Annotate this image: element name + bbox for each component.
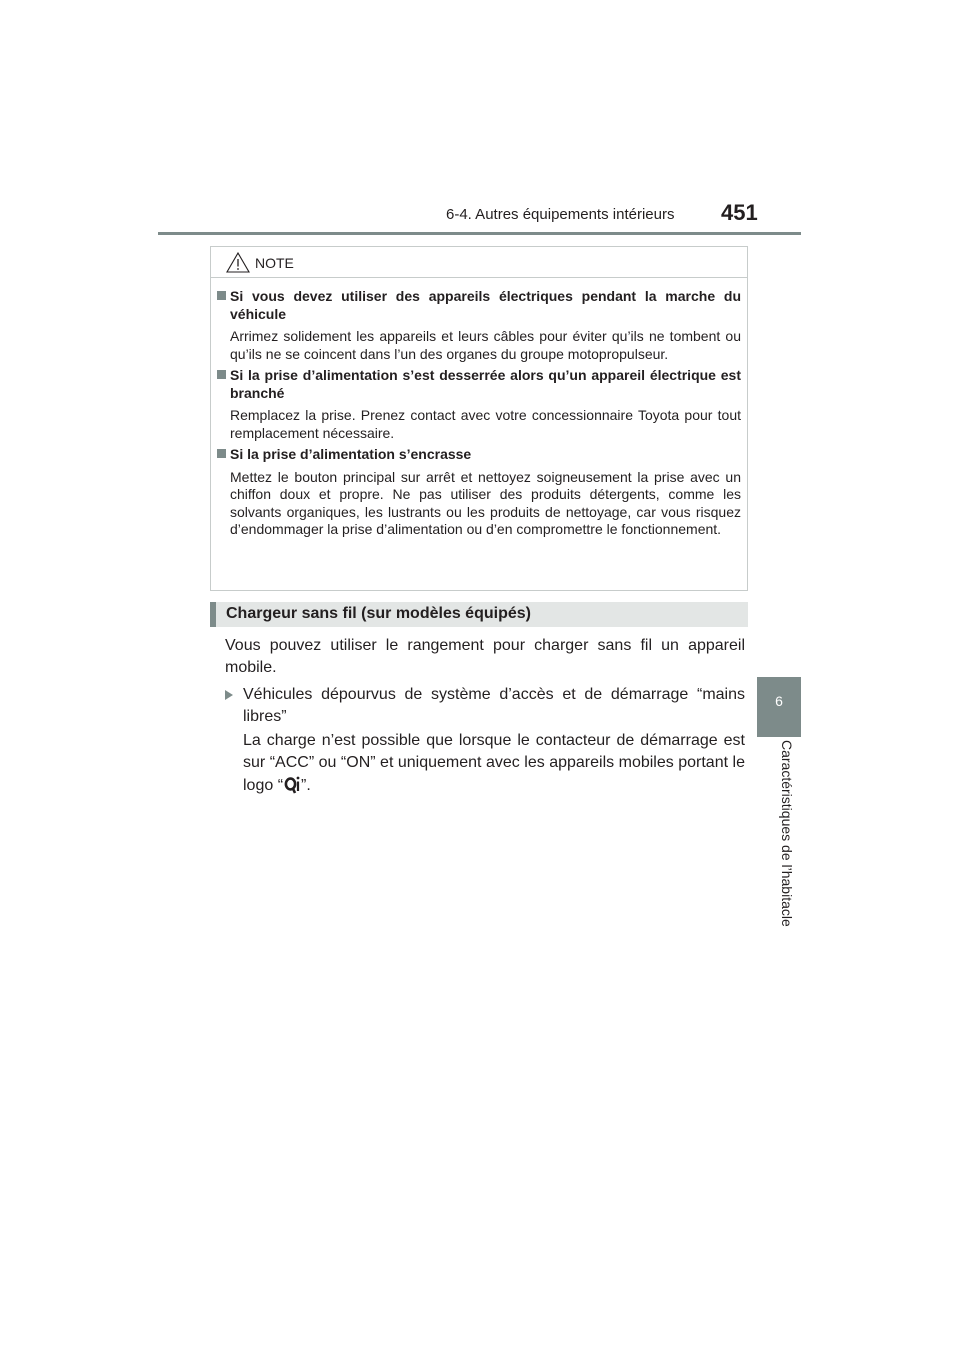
note-item-title-text: Si la prise d’alimentation s’est desserrée alors qu’un appareil électrique est branché <box>230 367 741 401</box>
square-bullet-icon <box>217 449 226 458</box>
bullet-text-after-icon: ”. <box>301 777 311 794</box>
square-bullet-icon <box>217 291 226 300</box>
section-banner <box>210 602 748 627</box>
note-item-text: Arrimez solidement les appareils et leurs câbles pour éviter qu’ils ne tombent ou qu’ils ne se coincent dans l’un des organes du groupe motopropulseur. <box>230 328 741 362</box>
note-body <box>211 278 747 539</box>
note-item-title <box>217 288 741 323</box>
note-item <box>217 288 741 363</box>
note-title: NOTE <box>255 255 294 271</box>
page-number: 451 <box>721 200 758 225</box>
note-header <box>211 247 747 278</box>
qi-logo-icon <box>284 774 300 794</box>
note-item-title <box>217 367 741 402</box>
bullet-text-before-icon: La charge n’est possible que lorsque le contacteur de démarrage est sur “ACC” ou “ON” et uniquement avec les appareils mobiles portant le logo “ <box>243 732 745 794</box>
section-title: Chargeur sans fil (sur modèles équipés) <box>226 605 531 622</box>
bullet-item <box>225 684 745 797</box>
header-rule <box>158 232 801 235</box>
chapter-side-tab <box>757 677 801 737</box>
note-item <box>217 367 741 442</box>
note-item-title <box>217 446 741 464</box>
chapter-side-label: Caractéristiques de l’habitacle <box>779 740 795 927</box>
square-bullet-icon <box>217 370 226 379</box>
note-box <box>210 246 748 591</box>
note-item-text: Mettez le bouton principal sur arrêt et nettoyez soigneusement la prise avec un chiffon doux et propre. Ne pas utiliser des produits détergents, comme les solvants organiques, les lustrants ou les produits de nettoyage, car vous risquez d’endommager la prise d’alimentation ou d’en compromettre le fonctionnement. <box>230 468 741 537</box>
chapter-number: 6 <box>775 693 783 709</box>
header-section-text: 6-4. Autres équipements intérieurs <box>446 206 675 223</box>
warning-triangle-icon <box>226 252 250 273</box>
triangle-bullet-icon <box>225 690 233 700</box>
note-item-text: Remplacez la prise. Prenez contact avec votre concessionnaire Toyota pour tout remplacement nécessaire. <box>230 407 741 441</box>
section-intro: Vous pouvez utiliser le rangement pour charger sans fil un appareil mobile. <box>225 637 745 676</box>
note-item <box>217 446 741 539</box>
note-item-title-text: Si la prise d’alimentation s’encrasse <box>230 446 472 462</box>
note-item-title-text: Si vous devez utiliser des appareils électriques pendant la marche du véhicule <box>230 288 741 322</box>
bullet-title: Véhicules dépourvus de système d’accès et de démarrage “mains libres” <box>243 686 745 725</box>
bullet-text <box>243 730 745 797</box>
banner-accent-bar <box>210 602 216 627</box>
